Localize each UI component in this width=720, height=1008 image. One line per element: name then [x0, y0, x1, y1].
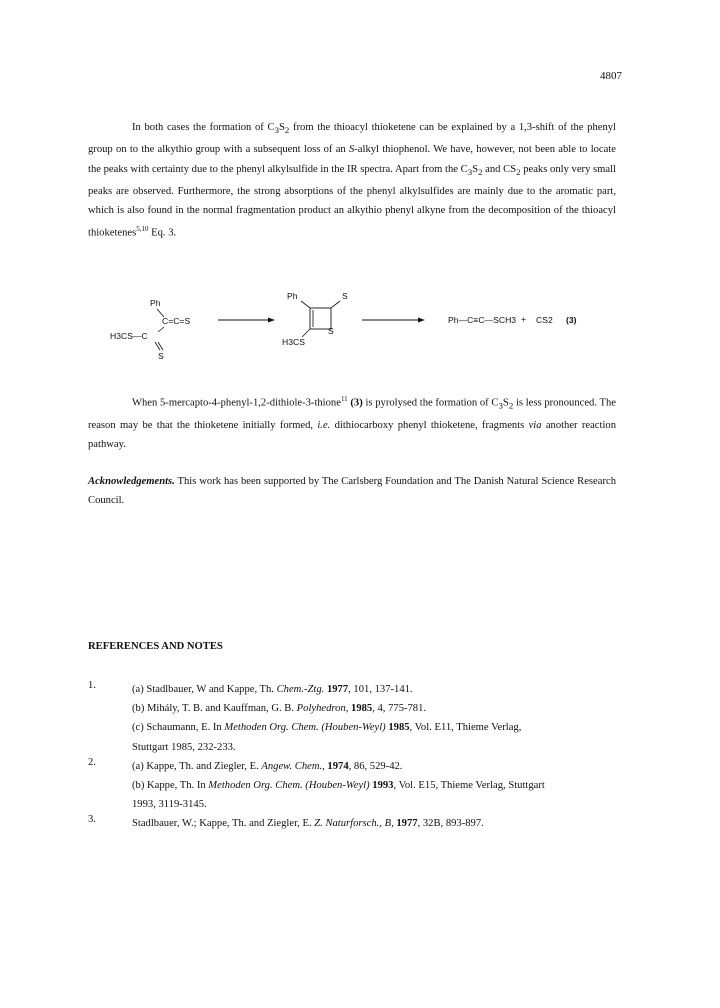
- text: When 5-mercapto-4-phenyl-1,2-dithiole-3-thione: [132, 397, 341, 409]
- scheme-cs2: CS2: [536, 315, 553, 325]
- compound-number: (3): [350, 397, 363, 409]
- scheme-cumulene: C=C=S: [162, 316, 191, 326]
- subscript: 2: [508, 400, 514, 411]
- reference-number: 2.: [88, 756, 96, 768]
- subscript: 3: [498, 400, 503, 411]
- text: Eq. 3.: [148, 227, 177, 239]
- text: In both cases the formation of C: [132, 122, 275, 133]
- italic-text: i.e.: [317, 419, 331, 431]
- paragraph-pyrolysis: [88, 390, 616, 454]
- superscript-ref: 11: [340, 395, 348, 403]
- arrowhead: [268, 318, 275, 323]
- reference-1: [88, 680, 628, 757]
- references-heading: REFERENCES AND NOTES: [88, 641, 223, 652]
- scheme-product-alkyne: Ph—C≡C—SCH3: [448, 315, 517, 325]
- reference-entry: (b) Kappe, Th. In Methoden Org. Chem. (Houben-Weyl) 1993, Vol. E15, Thieme Verlag, Stuttgart: [132, 780, 545, 792]
- scheme-ph-mid: Ph: [287, 291, 298, 301]
- text: is less pronounced. The reason may be that the thioketene initially formed,: [88, 397, 616, 431]
- reference-number: 3.: [88, 814, 96, 826]
- subscript: 3: [274, 125, 279, 136]
- scheme-s-ring: S: [328, 326, 334, 336]
- text: peaks only very small peaks are observed. Furthermore, the strong absorptions of the phenyl alkylsulfides are mainly due to the aromatic part, which is also found in the normal fragmentation product an alkythio phenyl alkyne from the decomposition of the thioacyl thioketenes: [88, 163, 617, 239]
- reference-entry: (a) Stadlbauer, W and Kappe, Th. Chem.-Ztg. 1977, 101, 137-141.: [132, 684, 413, 695]
- scheme-s-top: S: [342, 291, 348, 301]
- scheme-ph-left: Ph: [150, 298, 161, 308]
- arrowhead: [418, 318, 425, 323]
- bond: [158, 342, 163, 350]
- reference-number: 1.: [88, 680, 96, 691]
- reference-entry-continued: 1993, 3119-3145.: [132, 799, 207, 811]
- text: is pyrolysed the formation of C: [362, 397, 499, 409]
- reference-entry: (b) Mihály, T. B. and Kauffman, G. B. Polyhedron, 1985, 4, 775-781.: [132, 703, 427, 715]
- text: -alkyl thiophenol. We have, however, not been able to locate the peaks with certainty due to the phenyl alkylsulfide in the IR spectra. Apart from the C: [88, 144, 616, 175]
- text: dithiocarboxy phenyl thioketene, fragments: [330, 419, 529, 431]
- subscript: 3: [467, 166, 473, 177]
- reference-entry-continued: Stuttgart 1985, 232-233.: [132, 741, 236, 753]
- paragraph-c3s2-formation: [88, 118, 616, 243]
- scheme-plus: +: [521, 314, 527, 324]
- scheme-equation-number: (3): [566, 315, 577, 325]
- bond: [302, 329, 310, 337]
- text: S: [472, 163, 479, 175]
- subscript: 2: [516, 166, 521, 177]
- italic-text: S: [348, 144, 355, 156]
- reaction-scheme-eq3: [88, 282, 616, 368]
- paragraph-acknowledgements: [88, 472, 616, 510]
- reference-entry: (a) Kappe, Th. and Ziegler, E. Angew. Chem., 1974, 86, 529-42.: [132, 760, 403, 772]
- bond: [155, 342, 160, 350]
- references-list: [88, 680, 628, 834]
- reference-3: [88, 814, 628, 833]
- reference-entry: (c) Schaumann, E. In Methoden Org. Chem. (Houben-Weyl) 1985, Vol. E11, Thieme Verlag,: [132, 722, 522, 734]
- acknowledgements-heading: Acknowledgements.: [88, 476, 175, 487]
- subscript: 2: [478, 166, 483, 177]
- italic-text: via: [528, 419, 542, 431]
- page-number: 4807: [600, 70, 622, 82]
- text: and CS: [482, 163, 517, 175]
- bond: [158, 327, 164, 332]
- scheme-h3cs-left: H3CS—C: [110, 331, 148, 341]
- text: another reaction pathway.: [88, 419, 616, 451]
- text: S: [502, 397, 509, 409]
- superscript-ref: 5,10: [136, 225, 149, 234]
- subscript: 2: [284, 125, 290, 136]
- bond: [301, 301, 310, 308]
- text: S: [278, 122, 285, 133]
- reference-entry: Stadlbauer, W.; Kappe, Th. and Ziegler, E. Z. Naturforsch., B, 1977, 32B, 893-897.: [132, 818, 484, 830]
- bond: [331, 301, 340, 308]
- scheme-s-below: S: [158, 351, 164, 361]
- text: This work has been supported by The Carlsberg Foundation and The Danish Natural Science Research Council.: [88, 476, 616, 507]
- text: from the thioacyl thioketene can be explained by a 1,3-shift of the phenyl group on to the alkythio group with a subsequent loss of an: [88, 122, 617, 156]
- reference-2: [88, 757, 628, 815]
- scheme-h3cs-mid: H3CS: [282, 337, 305, 347]
